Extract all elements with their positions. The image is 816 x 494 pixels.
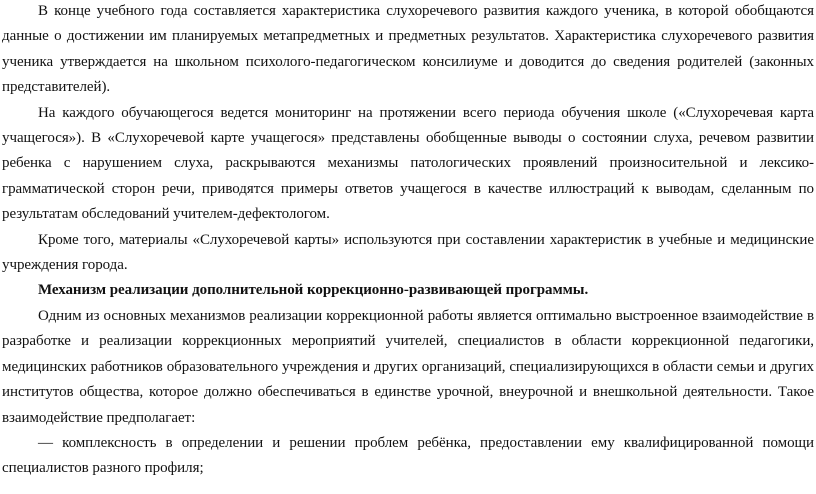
section-heading: Механизм реализации дополнительной коррекционно-развивающей программы. <box>38 282 589 299</box>
paragraph-interaction-mechanism: Одним из основных механизмов реализации коррекционной работы является оптимально выстроенное взаимодействие в разработке и реализации коррекционных мероприятий учителей, специалистов в области коррекционной педагогики, медицинских работников образовательного учреждения и других организаций, специализирующихся в области семьи и других институтов общества, которое должно обеспечиваться в единстве урочной, внеурочной и внешкольной деятельности. Такое взаимодействие предполагает: <box>2 307 814 426</box>
paragraph-speech-characteristic: В конце учебного года составляется характеристика слухоречевого развития каждого ученика, в которой обобщаются данные о достижении им планируемых метапредметных и предметных результатов. Характеристика слухоречевого развития ученика утверждается на школьном психолого-педагогическом консилиуме и доводится до сведения родителей (законных представителей). <box>2 3 814 96</box>
list-item-complexity: — комплексность в определении и решении проблем ребёнка, предоставлении ему квалифицированной помощи специалистов разного профиля; <box>2 434 814 477</box>
paragraph-speech-card-usage: Кроме того, материалы «Слухоречевой карты» используются при составлении характеристик в учебные и медицинские учреждения города. <box>2 231 814 274</box>
paragraph-monitoring: На каждого обучающегося ведется мониторинг на протяжении всего периода обучения школе («Слухоречевая карта учащегося»). В «Слухоречевой карте учащегося» представлены обобщенные выводы о состоянии слуха, речевом развитии ребенка с нарушением слуха, раскрываются механизмы патологических проявлений произносительной и лексико-грамматической сторон речи, приводятся примеры ответов учащегося в качестве иллюстраций к выводам, сделанным по результатам обследований учителем-дефектологом. <box>2 104 814 223</box>
